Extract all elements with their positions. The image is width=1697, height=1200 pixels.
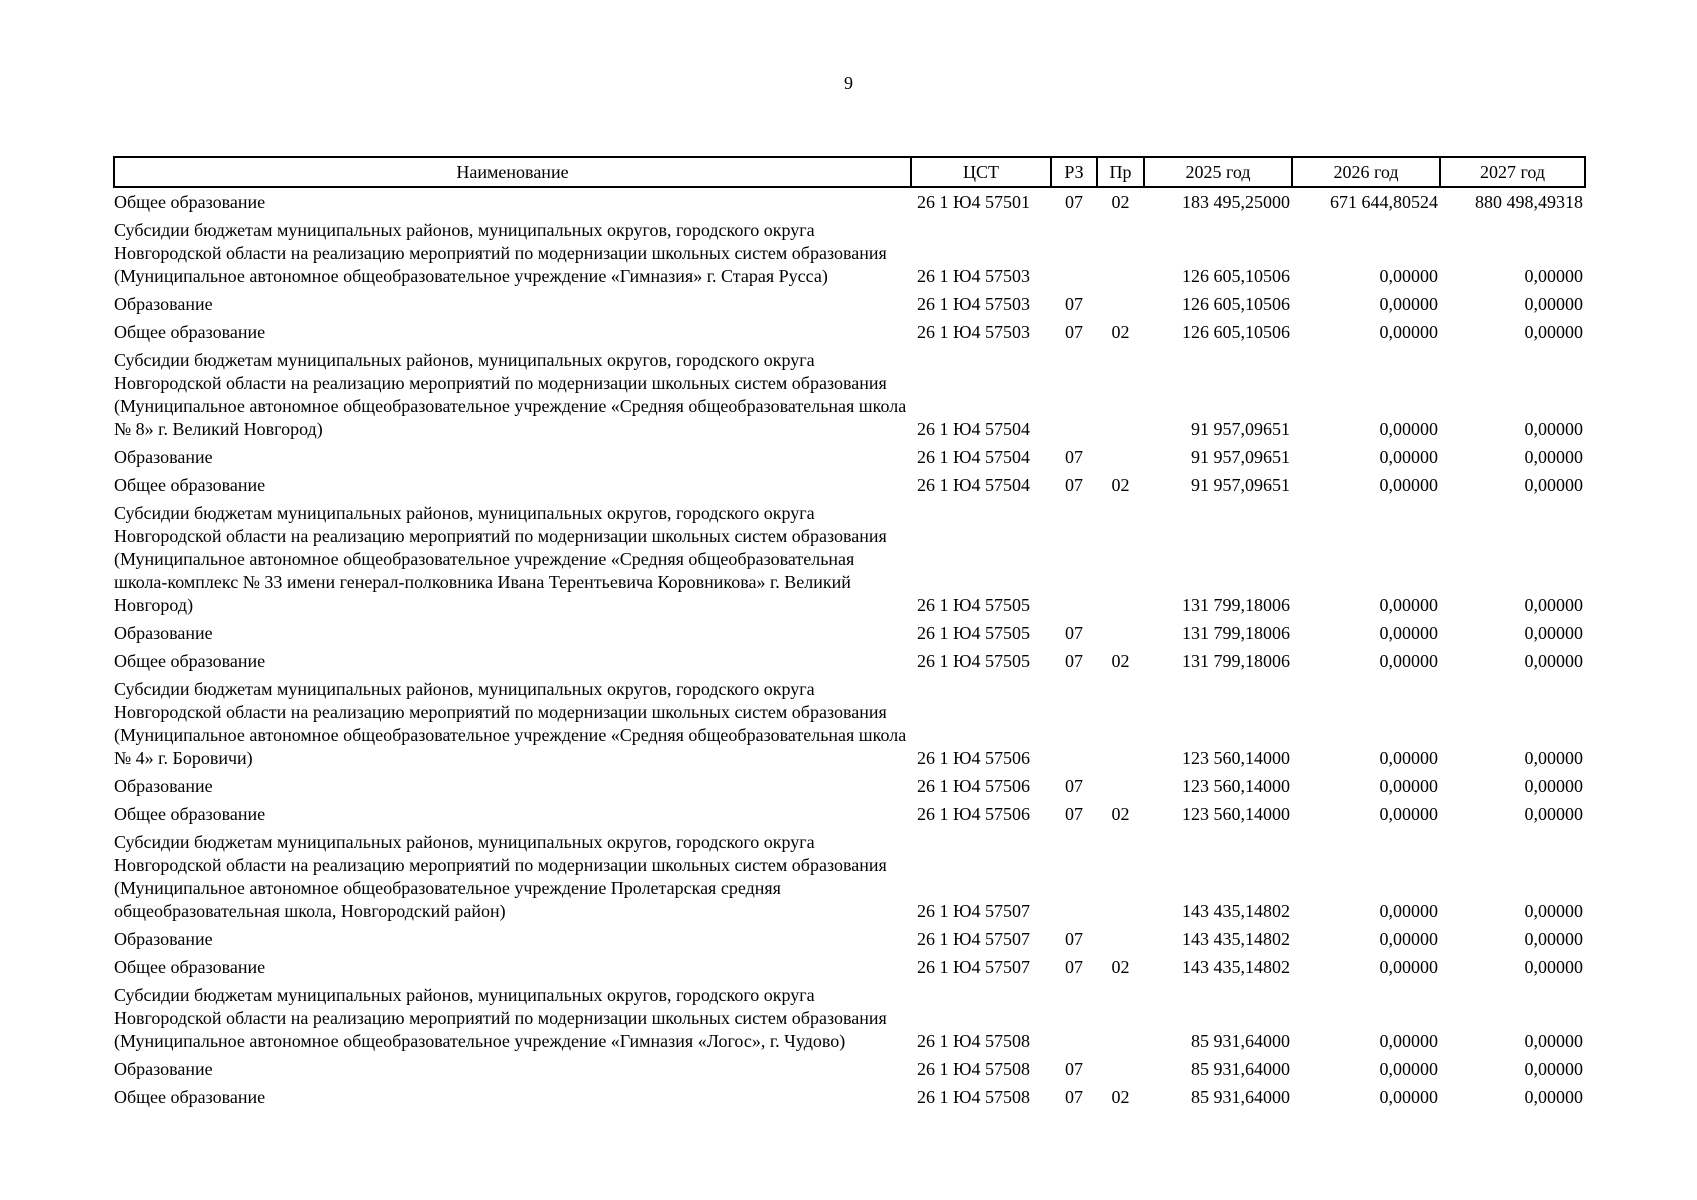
budget-table (113, 156, 1586, 1111)
table-row (114, 1055, 1585, 1083)
row-name-cell: Общее образование (114, 651, 266, 671)
row-pr-cell (1097, 290, 1144, 318)
row-pr-cell (1097, 925, 1144, 953)
row-2027-cell: 0,00000 (1524, 748, 1583, 768)
row-2025-cell: 91 957,09651 (1191, 419, 1290, 439)
row-name-cell: Образование (114, 294, 213, 314)
row-rz-cell: 07 (1065, 192, 1083, 212)
row-rz-cell: 07 (1065, 475, 1083, 495)
row-name-cell: Образование (114, 1059, 213, 1079)
row-rz-cell: 07 (1065, 322, 1083, 342)
row-cst-cell: 26 1 Ю4 57503 (917, 294, 1031, 314)
row-2026-cell: 0,00000 (1379, 776, 1438, 796)
row-2027-cell: 880 498,49318 (1475, 192, 1583, 212)
row-name-cell: Субсидии бюджетам муниципальных районов, муниципальных округов, городского округа Новгородской области на реализацию мероприятий по модернизации школьных систем образования (Муниципальное автономное общеобразовательное учреждение «Гимназия» г. Старая Русса) (114, 220, 887, 286)
row-name-cell: Общее образование (114, 957, 266, 977)
row-2025-cell: 143 435,14802 (1182, 901, 1290, 921)
row-pr-cell: 02 (1111, 475, 1130, 495)
row-cst-cell: 26 1 Ю4 57506 (917, 776, 1031, 796)
row-2025-cell: 91 957,09651 (1191, 475, 1290, 495)
table-row (114, 828, 1585, 925)
row-rz-cell: 07 (1065, 804, 1083, 824)
row-cst-cell: 26 1 Ю4 57507 (917, 901, 1031, 921)
row-2025-cell: 131 799,18006 (1182, 623, 1290, 643)
row-rz-cell: 07 (1065, 957, 1083, 977)
row-name-cell: Субсидии бюджетам муниципальных районов, муниципальных округов, городского округа Новгородской области на реализацию мероприятий по модернизации школьных систем образования (Муниципальное автономное общеобразовательное учреждение «Средняя общеобразовательная школа № 4» г. Боровичи) (114, 679, 907, 768)
row-2026-cell: 0,00000 (1379, 475, 1438, 495)
header-2027: 2027 год (1440, 157, 1585, 187)
row-pr-cell (1097, 675, 1144, 772)
table-row (114, 800, 1585, 828)
row-2025-cell: 123 560,14000 (1182, 804, 1290, 824)
table-row (114, 1083, 1585, 1111)
row-name-cell: Общее образование (114, 1087, 266, 1107)
row-2026-cell: 0,00000 (1379, 266, 1438, 286)
row-cst-cell: 26 1 Ю4 57507 (917, 929, 1031, 949)
table-row (114, 675, 1585, 772)
row-pr-cell: 02 (1111, 322, 1130, 342)
header-rz: РЗ (1051, 157, 1097, 187)
header-pr: Пр (1097, 157, 1144, 187)
row-2026-cell: 0,00000 (1379, 1031, 1438, 1051)
row-2027-cell: 0,00000 (1524, 294, 1583, 314)
row-name-cell: Общее образование (114, 475, 266, 495)
row-name-cell: Субсидии бюджетам муниципальных районов, муниципальных округов, городского округа Новгородской области на реализацию мероприятий по модернизации школьных систем образования (Муниципальное автономное общеобразовательное учреждение «Средняя общеобразовательная школа № 8» г. Великий Новгород) (114, 350, 907, 439)
row-rz-cell: 07 (1065, 447, 1083, 467)
row-2026-cell: 0,00000 (1379, 957, 1438, 977)
row-rz-cell: 07 (1065, 294, 1083, 314)
row-2026-cell: 0,00000 (1379, 651, 1438, 671)
row-cst-cell: 26 1 Ю4 57508 (917, 1031, 1031, 1051)
row-rz-cell: 07 (1065, 1087, 1083, 1107)
table-row (114, 471, 1585, 499)
header-cst: ЦСТ (911, 157, 1051, 187)
table-row (114, 619, 1585, 647)
table-row (114, 318, 1585, 346)
header-2026: 2026 год (1292, 157, 1440, 187)
row-name-cell: Образование (114, 623, 213, 643)
row-pr-cell (1097, 619, 1144, 647)
row-2026-cell: 0,00000 (1379, 419, 1438, 439)
row-cst-cell: 26 1 Ю4 57508 (917, 1059, 1031, 1079)
row-pr-cell (1097, 828, 1144, 925)
row-pr-cell: 02 (1111, 192, 1130, 212)
row-2025-cell: 126 605,10506 (1182, 322, 1290, 342)
row-2027-cell: 0,00000 (1524, 1087, 1583, 1107)
row-2026-cell: 0,00000 (1379, 294, 1438, 314)
row-2027-cell: 0,00000 (1524, 1059, 1583, 1079)
row-pr-cell (1097, 346, 1144, 443)
table-row (114, 925, 1585, 953)
row-2026-cell: 0,00000 (1379, 447, 1438, 467)
table-row (114, 499, 1585, 619)
row-pr-cell: 02 (1111, 651, 1130, 671)
row-rz-cell (1051, 828, 1097, 925)
row-pr-cell: 02 (1111, 804, 1130, 824)
table-row (114, 647, 1585, 675)
row-2025-cell: 131 799,18006 (1182, 651, 1290, 671)
row-2025-cell: 85 931,64000 (1191, 1087, 1290, 1107)
row-cst-cell: 26 1 Ю4 57504 (917, 447, 1031, 467)
row-2025-cell: 85 931,64000 (1191, 1059, 1290, 1079)
row-2025-cell: 123 560,14000 (1182, 748, 1290, 768)
row-2027-cell: 0,00000 (1524, 595, 1583, 615)
row-rz-cell (1051, 499, 1097, 619)
row-2027-cell: 0,00000 (1524, 804, 1583, 824)
row-2026-cell: 0,00000 (1379, 595, 1438, 615)
header-2025: 2025 год (1144, 157, 1292, 187)
row-2027-cell: 0,00000 (1524, 623, 1583, 643)
row-pr-cell (1097, 443, 1144, 471)
row-2027-cell: 0,00000 (1524, 266, 1583, 286)
row-rz-cell: 07 (1065, 776, 1083, 796)
row-name-cell: Образование (114, 776, 213, 796)
row-2027-cell: 0,00000 (1524, 475, 1583, 495)
table-row (114, 772, 1585, 800)
row-2025-cell: 85 931,64000 (1191, 1031, 1290, 1051)
row-cst-cell: 26 1 Ю4 57506 (917, 748, 1031, 768)
row-2025-cell: 126 605,10506 (1182, 294, 1290, 314)
row-2026-cell: 0,00000 (1379, 623, 1438, 643)
row-pr-cell (1097, 1055, 1144, 1083)
row-name-cell: Общее образование (114, 192, 266, 212)
row-name-cell: Общее образование (114, 804, 266, 824)
row-2025-cell: 183 495,25000 (1182, 192, 1290, 212)
header-name: Наименование (114, 157, 911, 187)
row-cst-cell: 26 1 Ю4 57507 (917, 957, 1031, 977)
row-2025-cell: 143 435,14802 (1182, 957, 1290, 977)
row-2027-cell: 0,00000 (1524, 929, 1583, 949)
row-cst-cell: 26 1 Ю4 57503 (917, 322, 1031, 342)
row-cst-cell: 26 1 Ю4 57503 (917, 266, 1031, 286)
table-row (114, 953, 1585, 981)
row-2026-cell: 0,00000 (1379, 804, 1438, 824)
row-2025-cell: 123 560,14000 (1182, 776, 1290, 796)
table-body (114, 187, 1585, 1111)
table-row (114, 290, 1585, 318)
row-2025-cell: 143 435,14802 (1182, 929, 1290, 949)
row-rz-cell: 07 (1065, 651, 1083, 671)
row-2027-cell: 0,00000 (1524, 651, 1583, 671)
row-rz-cell: 07 (1065, 929, 1083, 949)
row-2027-cell: 0,00000 (1524, 419, 1583, 439)
row-pr-cell: 02 (1111, 1087, 1130, 1107)
table-row (114, 346, 1585, 443)
row-2027-cell: 0,00000 (1524, 957, 1583, 977)
table-header-row (114, 157, 1585, 187)
row-2026-cell: 671 644,80524 (1330, 192, 1438, 212)
row-2027-cell: 0,00000 (1524, 901, 1583, 921)
row-name-cell: Субсидии бюджетам муниципальных районов, муниципальных округов, городского округа Новгородской области на реализацию мероприятий по модернизации школьных систем образования (Муниципальное автономное общеобразовательное учреждение Пролетарская средняя общеобразовательная школа, Новгородский район) (114, 832, 887, 921)
row-name-cell: Образование (114, 447, 213, 467)
row-2025-cell: 91 957,09651 (1191, 447, 1290, 467)
row-name-cell: Субсидии бюджетам муниципальных районов, муниципальных округов, городского округа Новгородской области на реализацию мероприятий по модернизации школьных систем образования (Муниципальное автономное общеобразовательное учреждение «Средняя общеобразовательная школа-комплекс № 33 имени генерал-полковника Ивана Терентьевича Коровникова» г. Великий Новгород) (114, 503, 887, 615)
row-2025-cell: 126 605,10506 (1182, 266, 1290, 286)
row-2025-cell: 131 799,18006 (1182, 595, 1290, 615)
row-rz-cell (1051, 981, 1097, 1055)
row-rz-cell (1051, 216, 1097, 290)
row-rz-cell: 07 (1065, 623, 1083, 643)
table-row (114, 216, 1585, 290)
table-row (114, 443, 1585, 471)
row-2026-cell: 0,00000 (1379, 748, 1438, 768)
row-cst-cell: 26 1 Ю4 57506 (917, 804, 1031, 824)
row-pr-cell (1097, 499, 1144, 619)
row-cst-cell: 26 1 Ю4 57505 (917, 623, 1031, 643)
row-cst-cell: 26 1 Ю4 57505 (917, 651, 1031, 671)
row-2026-cell: 0,00000 (1379, 929, 1438, 949)
row-pr-cell: 02 (1111, 957, 1130, 977)
row-pr-cell (1097, 981, 1144, 1055)
row-2027-cell: 0,00000 (1524, 447, 1583, 467)
row-cst-cell: 26 1 Ю4 57501 (917, 192, 1031, 212)
row-2026-cell: 0,00000 (1379, 901, 1438, 921)
row-name-cell: Субсидии бюджетам муниципальных районов, муниципальных округов, городского округа Новгородской области на реализацию мероприятий по модернизации школьных систем образования (Муниципальное автономное общеобразовательное учреждение «Гимназия «Логос», г. Чудово) (114, 985, 887, 1051)
table-row (114, 187, 1585, 216)
row-name-cell: Общее образование (114, 322, 266, 342)
row-cst-cell: 26 1 Ю4 57504 (917, 419, 1031, 439)
row-pr-cell (1097, 216, 1144, 290)
row-2027-cell: 0,00000 (1524, 322, 1583, 342)
row-2026-cell: 0,00000 (1379, 1087, 1438, 1107)
table-row (114, 981, 1585, 1055)
row-rz-cell (1051, 675, 1097, 772)
row-cst-cell: 26 1 Ю4 57505 (917, 595, 1031, 615)
row-2026-cell: 0,00000 (1379, 322, 1438, 342)
row-rz-cell (1051, 346, 1097, 443)
row-name-cell: Образование (114, 929, 213, 949)
row-pr-cell (1097, 772, 1144, 800)
row-cst-cell: 26 1 Ю4 57504 (917, 475, 1031, 495)
row-cst-cell: 26 1 Ю4 57508 (917, 1087, 1031, 1107)
row-2027-cell: 0,00000 (1524, 1031, 1583, 1051)
row-2027-cell: 0,00000 (1524, 776, 1583, 796)
row-2026-cell: 0,00000 (1379, 1059, 1438, 1079)
page-number: 9 (844, 73, 853, 93)
row-rz-cell: 07 (1065, 1059, 1083, 1079)
